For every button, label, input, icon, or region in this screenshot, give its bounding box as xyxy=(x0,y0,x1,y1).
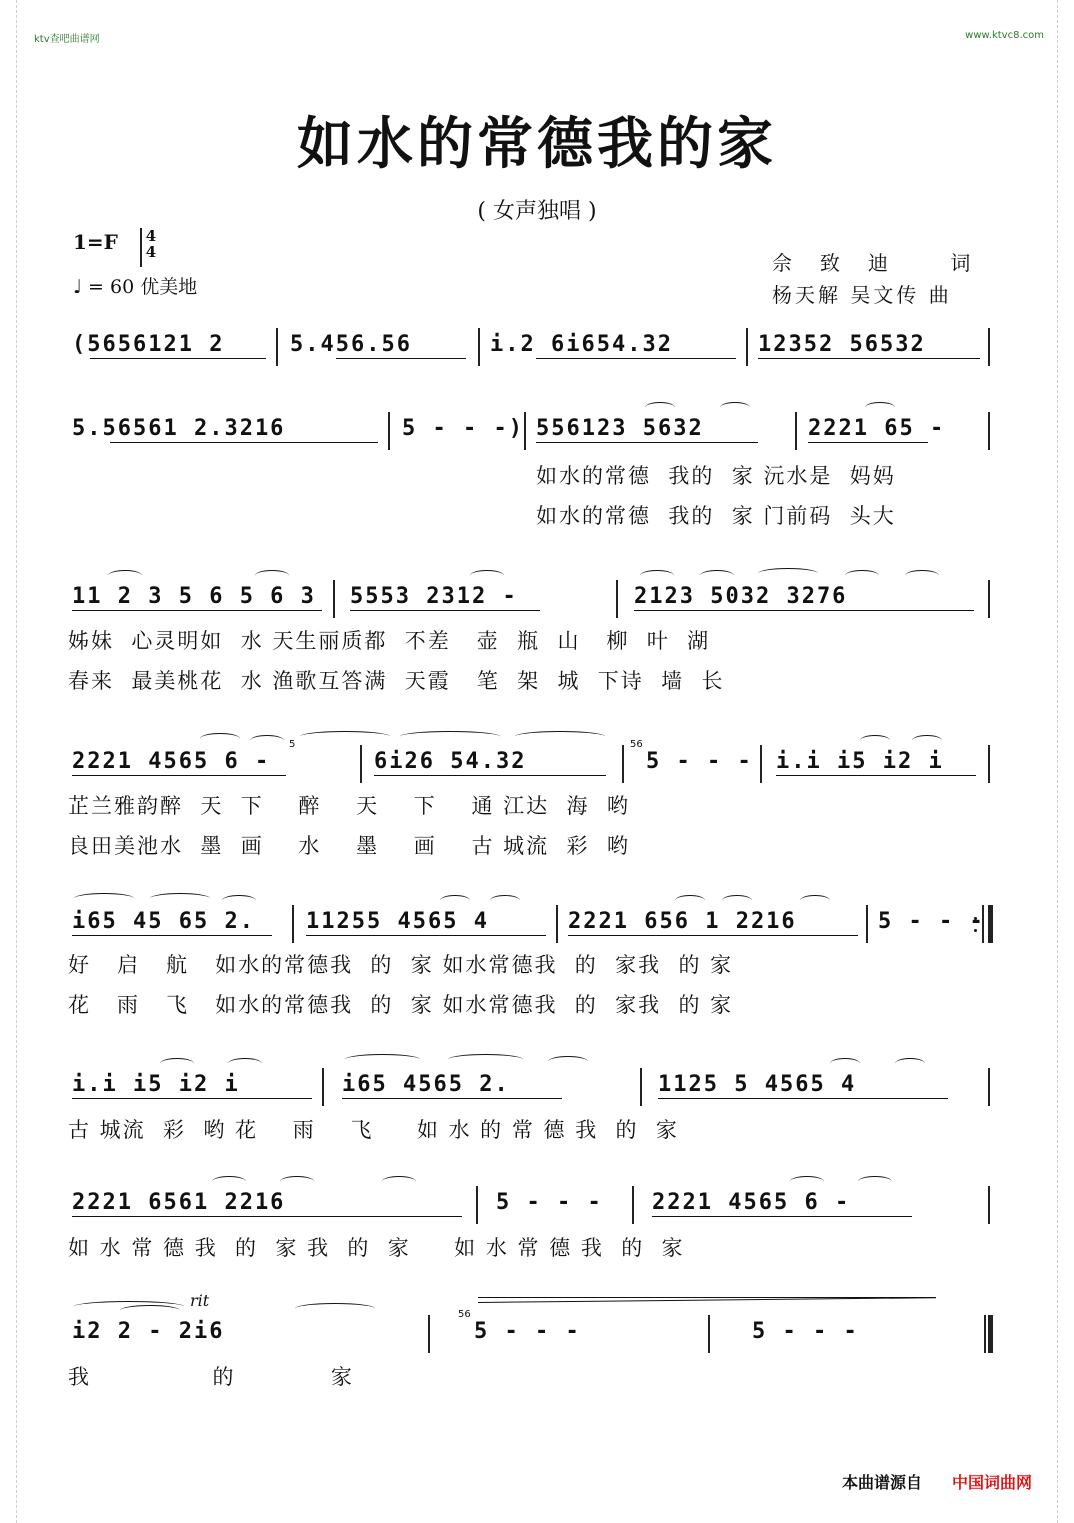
slur xyxy=(255,570,289,581)
measure: i2 2 - 2i6 xyxy=(72,1319,225,1344)
barline xyxy=(640,1068,642,1106)
lyric-verse-1: 好 启 航 如水的常德我 的 家 如水常德我 的 家我 的 家 xyxy=(68,953,734,977)
barline xyxy=(292,905,294,943)
slur xyxy=(228,1058,262,1069)
footer-source-label: 本曲谱源自 xyxy=(842,1473,923,1492)
beam xyxy=(72,610,322,611)
score-line-8 xyxy=(0,1291,1074,1365)
slur xyxy=(382,1176,416,1187)
tempo-marking xyxy=(73,272,197,299)
ritardando-mark: rit xyxy=(190,1291,210,1310)
slur xyxy=(108,570,142,581)
barline xyxy=(988,1068,990,1106)
slur xyxy=(700,570,734,581)
score-line-6 xyxy=(0,1068,1074,1118)
measure: 11 2 3 5 6 5 6 3 xyxy=(72,584,316,609)
measure: 2221 4565 6 - xyxy=(72,749,271,774)
beam xyxy=(634,610,974,611)
slur xyxy=(280,1176,314,1187)
measure: 5 - - - xyxy=(496,1190,603,1215)
slur xyxy=(440,895,470,906)
lyric-verse-1: 如水的常德 我的 家 沅水是 妈妈 xyxy=(536,464,896,488)
decrescendo-line xyxy=(478,1297,936,1303)
watermark-left: ktv查吧曲谱网 xyxy=(34,34,100,45)
slur xyxy=(830,1058,860,1069)
beam xyxy=(374,775,606,776)
time-signature-top: 4 xyxy=(145,227,157,245)
beam xyxy=(306,935,546,936)
beam xyxy=(72,775,286,776)
barline xyxy=(276,328,278,366)
slur xyxy=(74,893,134,904)
barline xyxy=(988,328,990,366)
barline xyxy=(322,1068,324,1106)
score-line-4 xyxy=(0,739,1074,795)
measure: 5.56561 2.3216 xyxy=(72,416,286,441)
barline xyxy=(524,412,526,450)
lyricist-credit: 佘致迪 词 xyxy=(772,251,999,275)
lyric-verse-2: 如水的常德 我的 家 门前码 头大 xyxy=(536,504,896,528)
final-barline xyxy=(988,1315,993,1353)
barline xyxy=(476,1186,478,1224)
slur xyxy=(790,1176,824,1187)
barline xyxy=(708,1315,710,1353)
slur xyxy=(345,1054,420,1065)
slur xyxy=(858,1176,892,1187)
lyric-verse-2: 春来 最美桃花 水 渔歌互答满 天霞 笔 架 城 下诗 墙 长 xyxy=(68,669,725,693)
final-barline xyxy=(984,1315,986,1353)
composer-credit: 杨天解 吴文传 曲 xyxy=(772,283,952,307)
slur xyxy=(720,402,750,413)
barline xyxy=(360,745,362,783)
slur xyxy=(490,895,520,906)
slur xyxy=(295,1303,375,1314)
watermark-right: www.ktvc8.com xyxy=(965,30,1044,41)
slur xyxy=(758,568,818,579)
footer-source-site[interactable]: 中国词曲网 xyxy=(952,1473,1033,1492)
measure: 556123 5632 xyxy=(536,416,704,441)
measure: 5 - - - xyxy=(752,1319,859,1344)
measure: i.2 6i654.32 xyxy=(490,332,673,357)
measure: 2221 6561 2216 xyxy=(72,1190,286,1215)
beam xyxy=(568,935,858,936)
barline xyxy=(632,1186,634,1224)
time-signature xyxy=(140,228,162,260)
slur xyxy=(470,570,504,581)
barline xyxy=(988,580,990,618)
slur xyxy=(548,1056,588,1067)
beam xyxy=(110,442,378,443)
beam xyxy=(336,358,466,359)
slur xyxy=(515,731,605,742)
score-line-1 xyxy=(0,328,1074,378)
beam xyxy=(72,1098,312,1099)
key-signature: 1=F xyxy=(73,230,118,254)
barline xyxy=(622,745,624,783)
measure: (5656121 2 xyxy=(72,332,225,357)
slur xyxy=(845,570,879,581)
measure: 2221 65 - xyxy=(808,416,946,441)
barline xyxy=(760,745,762,783)
time-signature-bottom: 4 xyxy=(145,243,157,261)
measure: 11255 4565 4 xyxy=(306,909,489,934)
quarter-note-icon: ♩ xyxy=(73,276,82,298)
beam xyxy=(658,1098,948,1099)
beam xyxy=(350,610,540,611)
slur xyxy=(860,735,890,746)
measure: i65 4565 2. xyxy=(342,1072,510,1097)
slur xyxy=(645,402,675,413)
beam xyxy=(72,935,272,936)
slur xyxy=(150,893,210,904)
barline xyxy=(795,412,797,450)
beam xyxy=(536,358,736,359)
lyric-verse-2: 良田美池水 墨 画 水 墨 画 古 城流 彩 哟 xyxy=(68,834,630,858)
lyric-verse-1: 芷兰雅韵醉 天 下 醉 天 下 通 江达 海 哟 xyxy=(68,794,630,818)
lyric-verse-1: 古 城流 彩 哟 花 雨 飞 如 水 的 常 德 我 的 家 xyxy=(68,1118,679,1142)
beam xyxy=(536,442,758,443)
barline xyxy=(988,412,990,450)
grace-note-mark: 56 xyxy=(458,1309,471,1320)
measure: 5 - - - xyxy=(474,1319,581,1344)
measure: 2221 4565 6 - xyxy=(652,1190,851,1215)
barline xyxy=(988,745,990,783)
barline xyxy=(866,905,868,943)
slur xyxy=(675,895,705,906)
beam xyxy=(72,1216,462,1217)
slur xyxy=(250,735,284,746)
measure: 1125 5 4565 4 xyxy=(658,1072,857,1097)
measure: 5 - - - xyxy=(878,909,985,934)
measure: 2221 656 1 2216 xyxy=(568,909,797,934)
lyric-verse-1: 如 水 常 德 我 的 家 我 的 家 如 水 常 德 我 的 家 xyxy=(68,1236,685,1260)
slur xyxy=(160,1058,194,1069)
measure: i.i i5 i2 i xyxy=(72,1072,240,1097)
barline xyxy=(556,905,558,943)
measure: i.i i5 i2 i xyxy=(776,749,944,774)
song-subtitle: ( 女声独唱 ) xyxy=(477,199,597,224)
measure: 2123 5032 3276 xyxy=(634,584,848,609)
grace-note-mark: 56 xyxy=(630,739,643,750)
song-title: 如水的常德我的家 xyxy=(297,111,777,177)
score-line-5 xyxy=(0,905,1074,955)
slur xyxy=(300,731,390,742)
slur xyxy=(448,1054,523,1065)
slur xyxy=(905,570,939,581)
measure: 5 - - -) xyxy=(402,416,524,441)
beam xyxy=(808,442,928,443)
score-line-7 xyxy=(0,1186,1074,1236)
tempo-text: = 60 优美地 xyxy=(88,276,198,298)
score-line-2 xyxy=(0,412,1074,462)
slur xyxy=(120,1305,180,1316)
slur xyxy=(912,735,942,746)
slur xyxy=(722,895,752,906)
measure: 5.456.56 xyxy=(290,332,412,357)
lyric-verse-1: 姊妹 心灵明如 水 天生丽质都 不差 壶 瓶 山 柳 叶 湖 xyxy=(68,629,711,653)
slur xyxy=(400,731,500,742)
beam xyxy=(776,775,976,776)
slur xyxy=(640,570,674,581)
beam xyxy=(758,358,980,359)
barline xyxy=(388,412,390,450)
beam xyxy=(342,1098,562,1099)
barline xyxy=(988,1186,990,1224)
barline xyxy=(333,580,335,618)
time-signature-bar xyxy=(140,228,142,267)
lyric-verse-1: 我 的 家 xyxy=(68,1365,354,1389)
slur xyxy=(865,402,895,413)
score-line-3 xyxy=(0,580,1074,630)
measure: 12352 56532 xyxy=(758,332,926,357)
barline xyxy=(478,328,480,366)
slur xyxy=(800,895,830,906)
slur xyxy=(895,1058,925,1069)
measure: i65 45 65 2. xyxy=(72,909,255,934)
barline xyxy=(428,1315,430,1353)
grace-note-mark: 5 xyxy=(289,739,296,750)
barline xyxy=(616,580,618,618)
slur xyxy=(222,895,256,906)
beam xyxy=(90,358,266,359)
measure: 5 - - - xyxy=(646,749,753,774)
lyric-verse-2: 花 雨 飞 如水的常德我 的 家 如水常德我 的 家我 的 家 xyxy=(68,993,734,1017)
slur xyxy=(212,1176,246,1187)
measure: 5553 2312 - xyxy=(350,584,518,609)
beam xyxy=(652,1216,912,1217)
repeat-end-barline xyxy=(988,905,993,943)
barline xyxy=(746,328,748,366)
measure: 6i26 54.32 xyxy=(374,749,527,774)
slur xyxy=(200,733,240,744)
